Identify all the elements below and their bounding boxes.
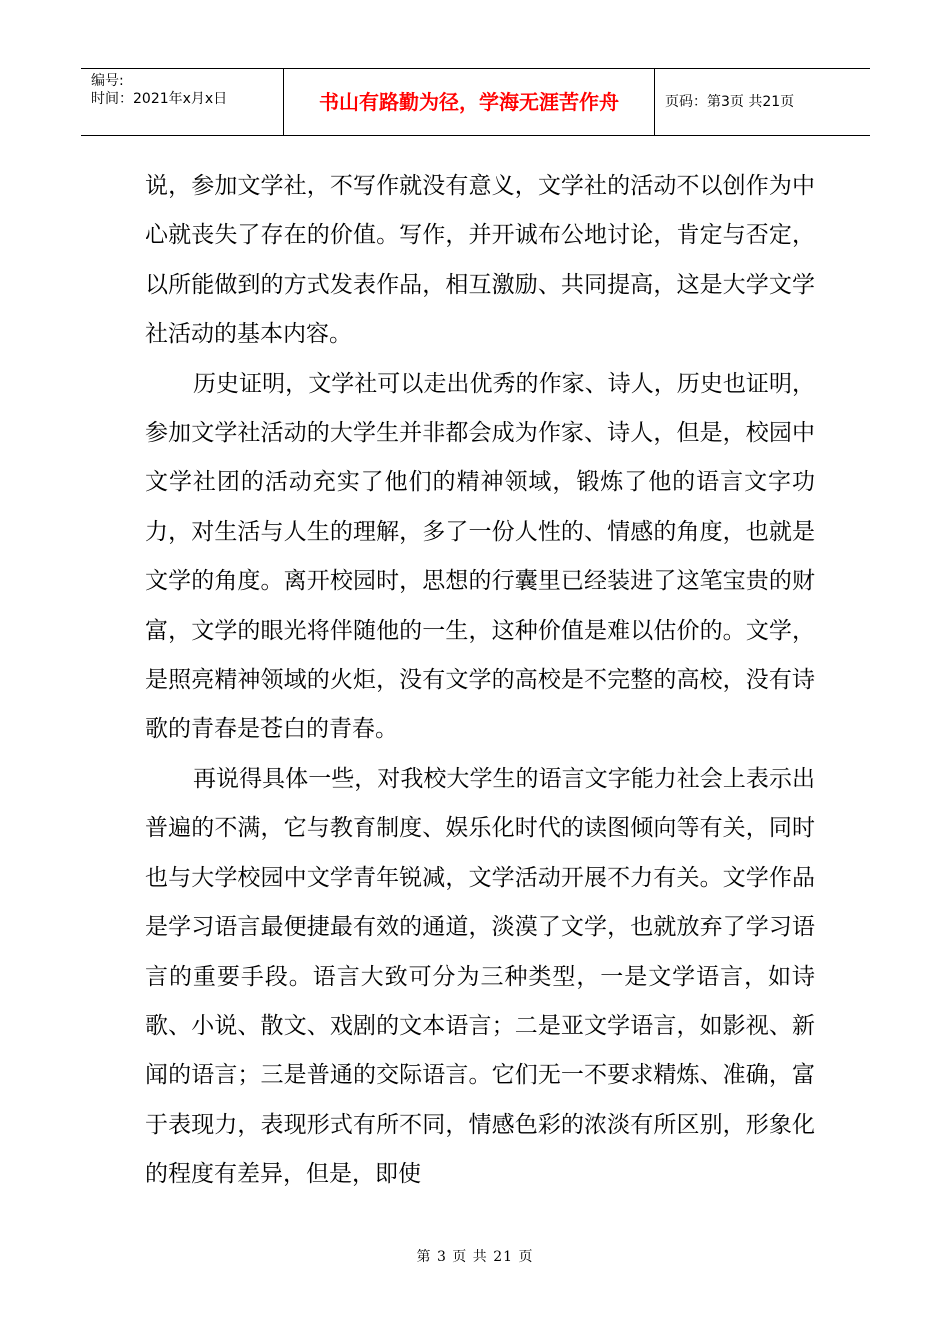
- paragraph: 历史证明，文学社可以走出优秀的作家、诗人，历史也证明，参加文学社活动的大学生并非都会成为作家、诗人，但是，校园中文学社团的活动充实了他们的精神领域，锻炼了他的语言文字功力，对生活与人生的理解，多了一份人性的、情感的角度，也就是文学的角度。离开校园时，思想的行囊里已经装进了这笔宝贵的财富，文学的眼光将伴随他的一生，这种价值是难以估价的。文学，是照亮精神领域的火炬，没有文学的高校是不完整的高校，没有诗歌的青春是苍白的青春。: [145, 370, 815, 743]
- paragraph: 再说得具体一些，对我校大学生的语言文字能力社会上表示出普遍的不满，它与教育制度、娱乐化时代的读图倾向等有关，同时也与大学校园中文学青年锐减，文学活动开展不力有关。文学作品是学习语言最便捷最有效的通道，淡漠了文学，也就放弃了学习语言的重要手段。语言大致可分为三种类型，一是文学语言，如诗歌、小说、散文、戏剧的文本语言；二是亚文学语言，如影视、新闻的语言；三是普通的交际语言。它们无一不要求精炼、准确，富于表现力，表现形式有所不同，情感色彩的浓淡有所区别，形象化的程度有差异，但是，即使: [145, 765, 815, 1188]
- header-motto: 书山有路勤为径，学海无涯苦作舟: [284, 69, 655, 135]
- paragraph: 说，参加文学社，不写作就没有意义，文学社的活动不以创作为中心就丧失了存在的价值。写作，并开诚布公地讨论，肯定与否定，以所能做到的方式发表作品，相互激励、共同提高，这是大学文学社活动的基本内容。: [145, 173, 815, 348]
- header-page-info: 页码：第3页 共21页: [665, 94, 795, 110]
- document-body: [145, 162, 815, 1200]
- page-header: [81, 68, 870, 136]
- time-label: 时间：2021年x月x日: [91, 91, 228, 107]
- header-meta: [81, 69, 284, 135]
- number-label: 编号:: [91, 73, 124, 89]
- page-footer: 第 3 页 共 21 页: [416, 1249, 534, 1265]
